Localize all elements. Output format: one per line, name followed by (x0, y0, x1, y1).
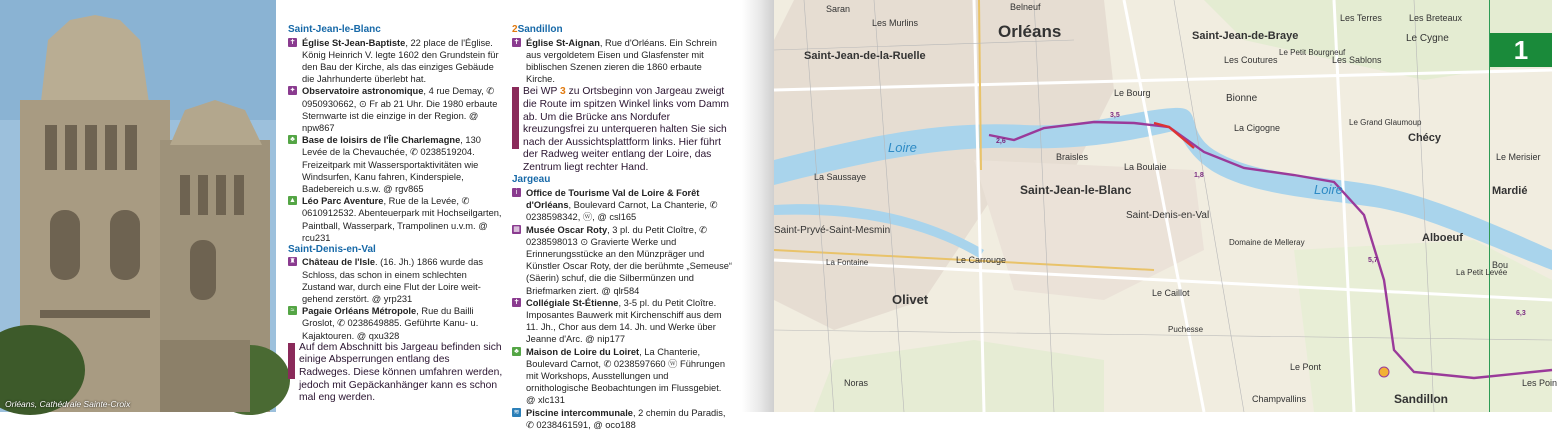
poi-name: Maison de Loire du Loiret (526, 346, 640, 357)
poi-text: , Rue d'Orléans. Ein Schrein aus vergoldetem Eisen und Glasfenster mit biblischen Szenen zieren die 1860 erbaute Kirche. (526, 37, 717, 85)
map-label: Les Terres (1340, 13, 1382, 23)
map-label: Les Murlins (872, 18, 919, 28)
poi-text: , 22 place de l'Église. König Heinrich V. legte 1602 den Grundstein für den Bau der Kirche, als das einziges Gebäude die Jahrhunderte überlebt hat. (302, 37, 499, 85)
section-heading-saint-denis-en-val: Saint-Denis-en-Val (288, 243, 376, 255)
map-label: Saran (826, 4, 851, 14)
section-heading-jargeau: Jargeau (512, 174, 551, 186)
map-label: Chécy (1408, 132, 1442, 144)
map-page-number-badge: 1 (1490, 33, 1552, 67)
poi-text: , 3-5 pl. du Petit Cloître. Imposantes Bauwerk mit Kirchenschiff aus dem 11. Jh., Chor aus dem 14. Jh. und Werke über Jeanne d'Arc. @ nip177 (526, 297, 722, 345)
poi-text: , La Chanterie, Boulevard Carnot, ✆ 0238597660 ⓦ Führungen mit Workshops, Ausstellungen und ornithologische Beobachtungen im Flussgebiet. @ xlc131 (526, 346, 726, 406)
map-label: Le Cygne (1406, 33, 1449, 44)
poi-entry (288, 85, 503, 134)
info-icon: i (512, 188, 521, 197)
poi-name: Office de Tourisme Val de Loire & Forêt d'Orléans (526, 187, 700, 211)
poi-text: , 2 chemin du Paradis, ✆ 0238461591, @ oco188 (526, 407, 726, 430)
map-label: Les Coutures (1224, 55, 1278, 65)
warning-text-post: zu Ortsbeginn von Jargeau zweigt die Route im spitzen Winkel links vom Damm ab. Um die Brücke ans Nordufer kreuzungsfrei zu unterqueren halten Sie sich nach der Aussichtsplattform links. Hier führt der Radweg weiter entlang der Loire, das Zentrum liegt rechter Hand. (523, 86, 729, 173)
museum-icon: ▦ (513, 225, 520, 233)
section-heading-sandillon (512, 24, 732, 37)
poi-entry (288, 37, 503, 86)
poi-entry (512, 346, 732, 407)
map-label: Saint-Pryvé-Saint-Mesmin (774, 225, 891, 236)
waypoint-number: 3 (560, 86, 566, 98)
map-label: La Cigogne (1234, 123, 1281, 133)
map-label: Saint-Denis-en-Val (1126, 210, 1210, 221)
route-warning-box (288, 342, 503, 405)
map-label: Bionne (1226, 93, 1258, 104)
map-label: Alboeuf (1422, 232, 1463, 244)
map-label: Domaine de Melleray (1229, 238, 1305, 247)
warning-text: Auf dem Abschnitt bis Jargeau befinden sich einige Absperrungen entlang des Radweges. Diese können umfahren werden, jedoch mit Gepäckanhänger kann es schon mal eng werden. (299, 341, 503, 404)
warning-bar-icon (512, 87, 519, 149)
map-label: Belneuf (1010, 2, 1041, 12)
poi-name: Observatoire astronomique (302, 86, 424, 97)
poi-text: . (16. Jh.) 1866 wurde das Schloss, das schon in einem schlechten Zustand war, durch eine Flut der Loire weitgehend zerstört. @ yrp231 (302, 257, 484, 305)
cathedral-illustration (0, 0, 276, 412)
poi-entry (512, 37, 732, 86)
warning-text-pre: Bei WP (523, 86, 561, 98)
km-marker: 2,6 (996, 138, 1006, 145)
poi-name: Église St-Aignan (526, 37, 600, 48)
map-label: Le Merisier (1496, 152, 1541, 162)
km-marker: 1,8 (1194, 172, 1204, 179)
map-label: Orléans (998, 22, 1062, 41)
poi-text: , 4 rue Demay, ✆ 0950930662, ⊙ Fr ab 21 Uhr. Die 1980 erbaute Sternwarte ist die einzige in der Region. @ npw867 (302, 86, 498, 133)
poi-name: Musée Oscar Roty (526, 224, 608, 235)
text-column-left (288, 24, 503, 405)
map-label: Le Petit Bourgneuf (1279, 48, 1346, 57)
map-label: Le Caillot (1152, 288, 1190, 298)
poi-text: , Rue de la Levée, ✆ 0610912532. Abenteuerpark mit Hochseilgarten, Paintball, Wasserpark, Trampolinen u.v.m. @ rcu231 (302, 196, 502, 243)
warning-bar-icon (288, 343, 295, 379)
canoe-icon: ≈ (288, 306, 297, 315)
cathedral-photo (0, 0, 276, 412)
section-heading-saint-jean-le-blanc: Saint-Jean-le-Blanc (288, 24, 381, 35)
poi-entry (512, 224, 732, 297)
text-column-right (512, 24, 732, 431)
poi-text: , Boulevard Carnot, La Chanterie, ✆ 0238598342, ⓦ, @ csl165 (526, 200, 718, 223)
poi-entry (512, 407, 732, 431)
km-marker: 3,5 (1110, 112, 1120, 119)
heading-text: Sandillon (517, 24, 563, 35)
map-label: La Fontaine (826, 258, 869, 267)
church-icon: ✝ (513, 298, 520, 306)
leisure-park-icon: ♣ (288, 135, 297, 144)
map-label: Le Pont (1290, 362, 1322, 372)
poi-text: , Rue du Bailli Groslot, ✆ 0238649885. Geführte Kanu- u. Kajaktouren. @ qxu328 (302, 306, 479, 341)
poi-entry (288, 256, 503, 305)
poi-entry (288, 305, 503, 342)
map-label: Mardié (1492, 185, 1528, 197)
map-label: Champvallins (1252, 394, 1307, 404)
map-label: Les Breteaux (1409, 13, 1463, 23)
map-label: Les Poin (1522, 378, 1557, 388)
nature-icon: ♣ (512, 347, 521, 356)
poi-name: Base de loisirs de l'Île Charlemagne (302, 135, 461, 146)
church-icon: ✝ (513, 38, 520, 46)
map-label: Olivet (892, 292, 929, 307)
poi-entry (512, 297, 732, 346)
route-warning-box (512, 86, 732, 174)
church-icon: ✝ (289, 38, 296, 46)
book-gutter (742, 0, 774, 412)
map-label: Braisles (1056, 152, 1089, 162)
poi-name: Piscine intercommunale (526, 407, 633, 418)
km-marker: 6,3 (1516, 310, 1526, 317)
route-map (774, 0, 1557, 412)
map-label: Le Carrouge (956, 255, 1007, 265)
map-label: Les Sablons (1332, 55, 1382, 65)
map-river-label: Loire (1314, 182, 1343, 197)
poi-name: Léo Parc Aventure (302, 196, 384, 207)
map-label: Saint-Jean-de-Braye (1192, 30, 1299, 42)
poi-name: Pagaie Orléans Métropole (302, 306, 417, 317)
map-label: Le Grand Glaumoup (1349, 118, 1422, 127)
poi-name: Château de l'Isle (302, 257, 375, 268)
map-label: Saint-Jean-le-Blanc (1020, 183, 1132, 197)
castle-icon: ♜ (289, 258, 296, 266)
map-label: Bou (1492, 260, 1509, 270)
poi-text: , 130 Levée de la Chevauchée, ✆ 0238519204. Freizeitpark mit Wassersportaktivitäten wie Windsurfen, Kanu fahren, Kinderspiele, Badebereich u.s.w. @ rgv865 (302, 135, 481, 194)
poi-entry (512, 187, 732, 224)
waypoint-number: 2 (512, 24, 518, 35)
photo-caption: Orléans, Cathédrale Sainte-Croix (5, 399, 131, 409)
map-label: Le Bourg (1114, 88, 1151, 98)
observatory-icon: ✦ (289, 87, 296, 95)
map-label: La Saussaye (814, 172, 867, 182)
poi-text: , 3 pl. du Petit Cloître, ✆ 0238598013 ⊙ Gravierte Werke und Erinnerungsstücke an den Münzpräger und Künstler Oscar Roty, der die berühmte „Semeuse“ (Säerin) schuf, die die Silbermünzen und Briefmarken ziert. @ qlr584 (526, 224, 732, 296)
poi-name: Église St-Jean-Baptiste (302, 37, 406, 48)
map-river-label: Loire (888, 140, 917, 155)
poi-entry (288, 134, 503, 195)
map-label: Puchesse (1168, 325, 1204, 334)
map-label: Noras (844, 378, 869, 388)
map-label: Sandillon (1394, 392, 1448, 406)
poi-name: Collégiale St-Étienne (526, 297, 619, 308)
map-label: Saint-Jean-de-la-Ruelle (804, 50, 926, 62)
map-label: La Petit Levée (1456, 268, 1508, 277)
km-marker: 5,7 (1368, 257, 1378, 264)
map-label: La Boulaie (1124, 162, 1167, 172)
adventure-park-icon: ▲ (289, 197, 296, 205)
poi-entry (288, 195, 503, 244)
swimming-pool-icon: ≋ (513, 408, 520, 416)
